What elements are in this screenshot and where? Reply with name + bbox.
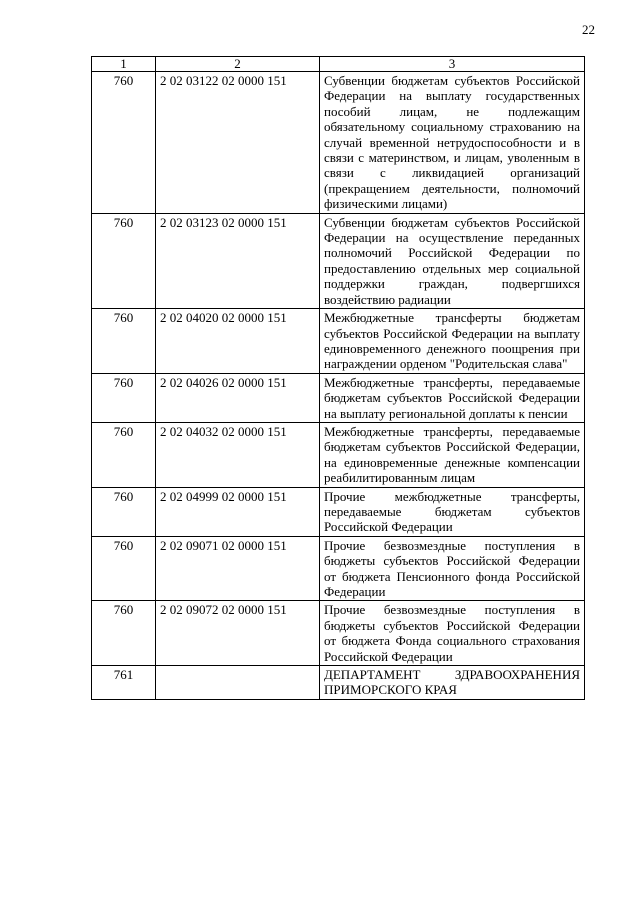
revenue-name-cell: Прочие безвозмездные поступления в бюджеты субъектов Российской Федерации от бюджета Фонда социального страхования Российской Федерации [320, 601, 585, 666]
classification-code-cell [156, 666, 320, 700]
classification-code-cell: 2 02 04032 02 0000 151 [156, 422, 320, 487]
classification-code-cell: 2 02 09071 02 0000 151 [156, 536, 320, 601]
table-row [92, 213, 585, 308]
table-row [92, 373, 585, 422]
revenue-name-cell: Субвенции бюджетам субъектов Российской Федерации на осуществление переданных полномочий Российской Федерации по предоставлению отдельных мер социальной поддержки граждан, подвергшихся воздействию радиации [320, 213, 585, 308]
admin-code-cell: 760 [92, 422, 156, 487]
header-row [92, 57, 585, 72]
admin-code-cell: 760 [92, 536, 156, 601]
table-row [92, 536, 585, 601]
admin-code-cell: 760 [92, 309, 156, 374]
page-number: 22 [582, 22, 595, 37]
classification-code-cell: 2 02 04026 02 0000 151 [156, 373, 320, 422]
table-row [92, 309, 585, 374]
classification-code-cell: 2 02 03123 02 0000 151 [156, 213, 320, 308]
classification-code-cell: 2 02 03122 02 0000 151 [156, 72, 320, 214]
header-col-1: 1 [92, 57, 156, 72]
revenue-name-cell: Межбюджетные трансферты бюджетам субъектов Российской Федерации на выплату единовременного денежного поощрения при награждении орденом "Родительская слава" [320, 309, 585, 374]
header-col-3: 3 [320, 57, 585, 72]
department-heading-cell: ДЕПАРТАМЕНТ ЗДРАВООХРАНЕНИЯ ПРИМОРСКОГО КРАЯ [320, 666, 585, 700]
admin-code-cell: 760 [92, 72, 156, 214]
classification-code-cell: 2 02 04999 02 0000 151 [156, 487, 320, 536]
table-row [92, 601, 585, 666]
table-body [92, 72, 585, 700]
classification-code-cell: 2 02 09072 02 0000 151 [156, 601, 320, 666]
revenue-name-cell: Прочие межбюджетные трансферты, передаваемые бюджетам субъектов Российской Федерации [320, 487, 585, 536]
revenue-name-cell: Прочие безвозмездные поступления в бюджеты субъектов Российской Федерации от бюджета Пенсионного фонда Российской Федерации [320, 536, 585, 601]
table-header [92, 57, 585, 72]
admin-code-cell: 760 [92, 601, 156, 666]
header-col-2: 2 [156, 57, 320, 72]
revenue-name-cell: Субвенции бюджетам субъектов Российской Федерации на выплату государственных пособий лицам, не подлежащим обязательному социальному страхованию на случай временной нетрудоспособности и в связи с материнством, и лицам, уволенным в связи с ликвидацией организаций (прекращением деятельности, полномочий физическими лицами) [320, 72, 585, 214]
admin-code-cell: 760 [92, 213, 156, 308]
admin-code-cell: 760 [92, 373, 156, 422]
admin-code-cell: 760 [92, 487, 156, 536]
table-row [92, 72, 585, 214]
table-row [92, 422, 585, 487]
revenue-name-cell: Межбюджетные трансферты, передаваемые бюджетам субъектов Российской Федерации, на единовременные денежные компенсации реабилитированным лицам [320, 422, 585, 487]
classification-code-cell: 2 02 04020 02 0000 151 [156, 309, 320, 374]
table-row [92, 666, 585, 700]
admin-code-cell: 761 [92, 666, 156, 700]
table-row [92, 487, 585, 536]
revenue-name-cell: Межбюджетные трансферты, передаваемые бюджетам субъектов Российской Федерации на выплату региональной доплаты к пенсии [320, 373, 585, 422]
budget-classification-table [91, 56, 585, 700]
